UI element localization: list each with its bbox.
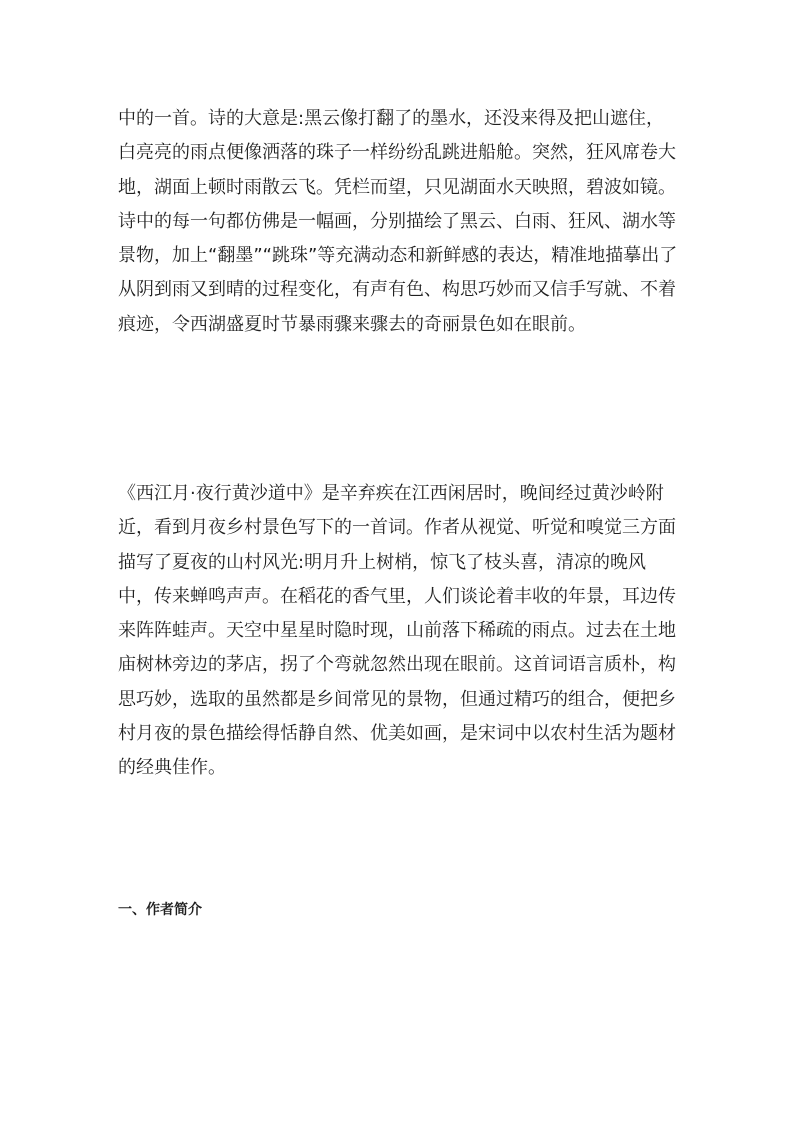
body-paragraph-xijiangyue-summary: 《西江月·夜行黄沙道中》是辛弃疾在江西闲居时，晚间经过黄沙岭附近，看到月夜乡村景色写下的一首词。作者从视觉、听觉和嗅觉三方面描写了夏夜的山村风光:明月升上树梢，惊飞了枝头喜，清凉的晚风中，传来蝉鸣声声。在稻花的香气里，人们谈论着丰收的年景，耳边传来阵阵蛙声。天空中星星时隐时现，山前落下稀疏的雨点。过去在土地庙树林旁边的茅店，拐了个弯就忽然出现在眼前。这首词语言质朴，构思巧妙，选取的虽然都是乡间常见的景物，但通过精巧的组合，便把乡村月夜的景色描绘得恬静自然、优美如画，是宋词中以农村生活为题材的经典佳作。: [118, 483, 676, 779]
body-paragraph-poem-summary: 中的一首。诗的大意是:黑云像打翻了的墨水，还没来得及把山遮住，白亮亮的雨点便像洒落的珠子一样纷纷乱跳进船舱。突然，狂风席卷大地，湖面上顿时雨散云飞。凭栏而望，只见湖面水天映照，碧波如镜。诗中的每一句都仿佛是一幅画，分别描绘了黑云、白雨、狂风、湖水等景物，加上“翻墨”“跳珠”等充满动态和新鲜感的表达，精准地描摹出了从阴到雨又到晴的过程变化，有声有色、构思巧妙而又信手写就、不着痕迹，令西湖盛夏时节暴雨骤来骤去的奇丽景色如在眼前。: [118, 108, 678, 335]
section-heading-author-intro: 一、作者简介: [118, 902, 202, 918]
